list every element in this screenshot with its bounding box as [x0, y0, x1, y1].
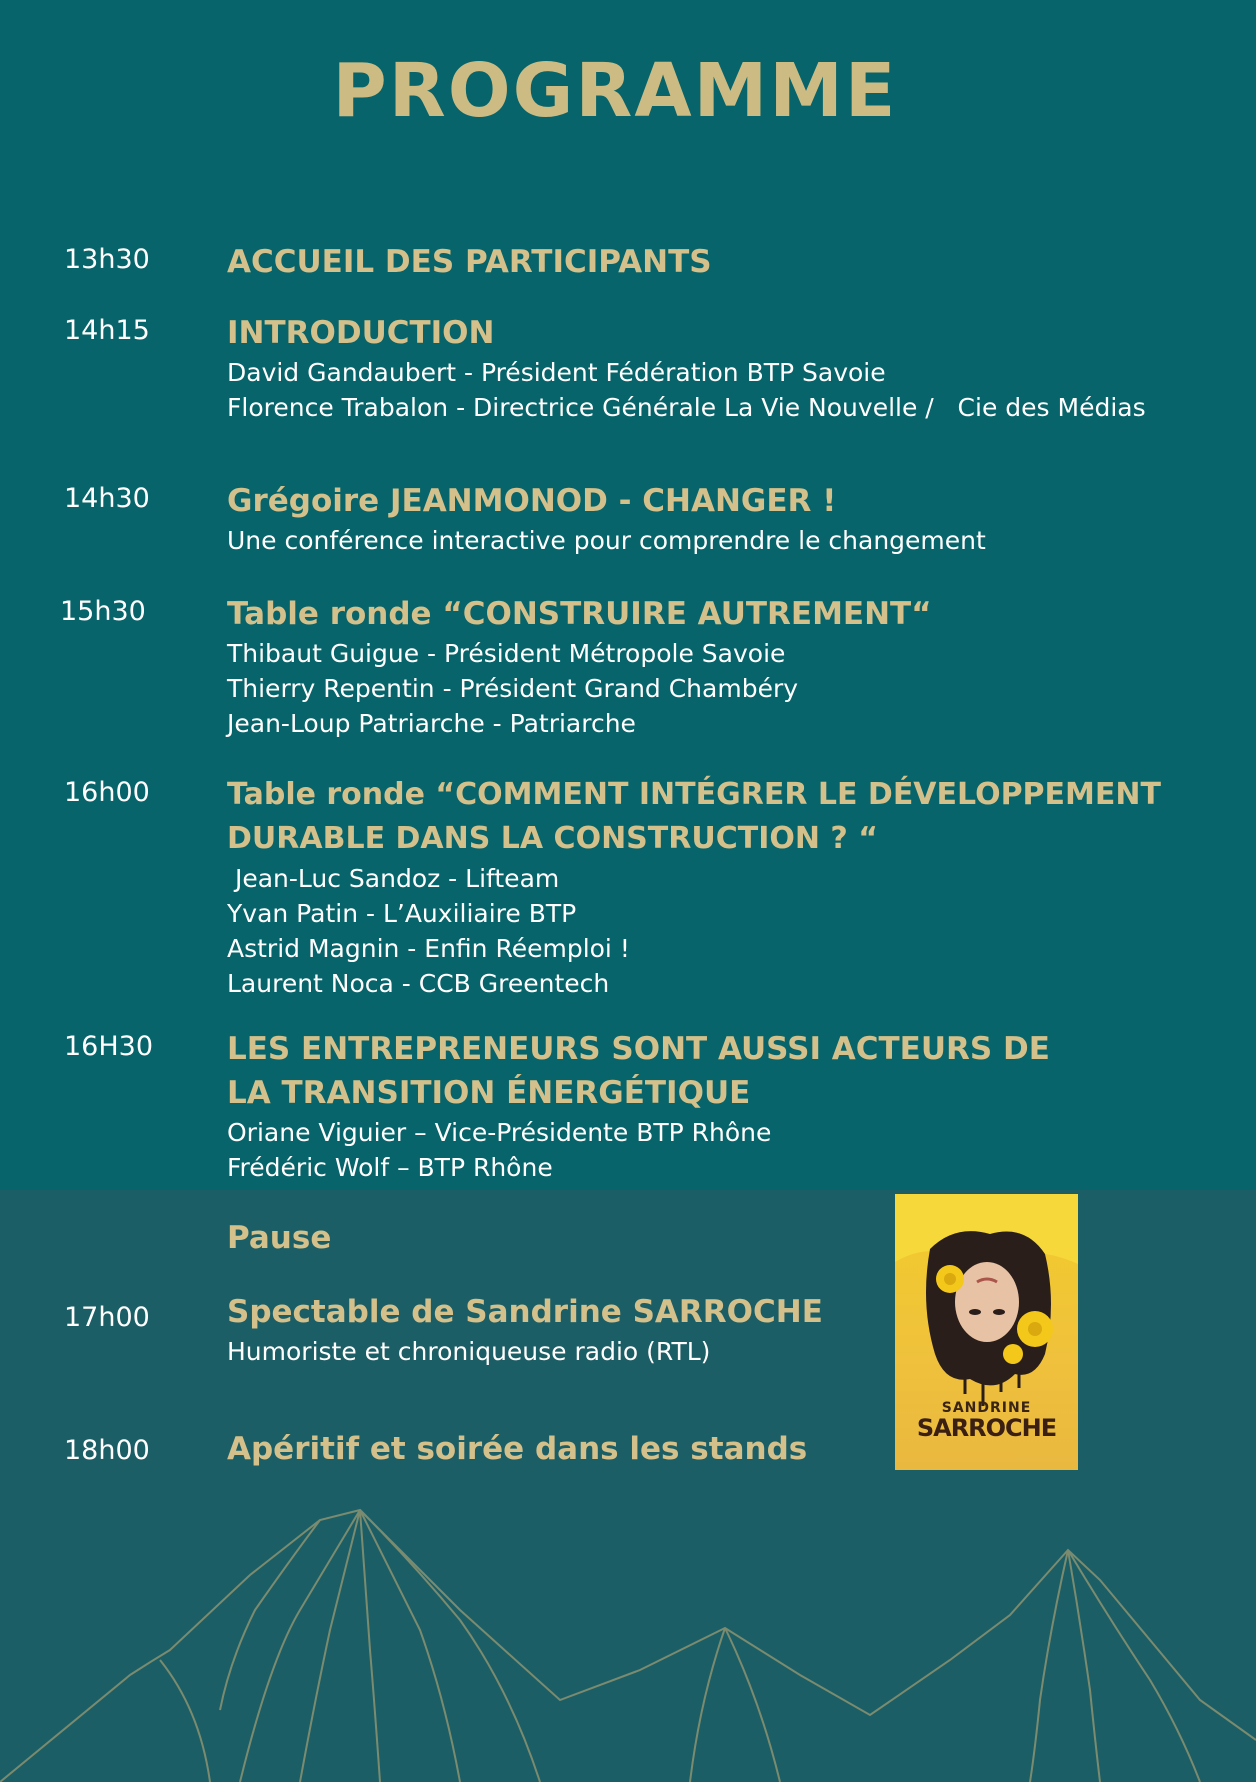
speaker-line: David Gandaubert - Président Fédération BTP Savoie — [227, 358, 886, 387]
mountains-illustration — [0, 1500, 1256, 1782]
entry-heading: ACCUEIL DES PARTICIPANTS — [227, 244, 712, 280]
speaker-line: Florence Trabalon - Directrice Générale La Vie Nouvelle / Cie des Médias — [227, 393, 1146, 422]
entry-content — [227, 1027, 1242, 1185]
entry-heading: Table ronde “COMMENT INTÉGRER LE DÉVELOPPEMENT — [227, 777, 1161, 812]
entry-time: 14h30 — [64, 483, 150, 514]
speaker-line: Humoriste et chroniqueuse radio (RTL) — [227, 1337, 711, 1366]
speaker-line: Thibaut Guigue - Président Métropole Savoie — [227, 639, 786, 668]
entry-content — [227, 240, 1242, 284]
entry-content — [227, 1290, 867, 1369]
entry-time: 14h15 — [64, 315, 150, 346]
entry-time: 13h30 — [64, 244, 150, 275]
entry-content — [227, 592, 1242, 741]
page-title: PROGRAMME — [332, 48, 898, 134]
entry-content — [227, 479, 1242, 558]
poster-last-name: SARROCHE — [916, 1414, 1057, 1442]
entry-content — [227, 1427, 867, 1471]
pause-heading: Pause — [227, 1220, 332, 1256]
entry-heading: INTRODUCTION — [227, 315, 495, 351]
entry-time: 18h00 — [64, 1435, 150, 1466]
show-poster — [895, 1194, 1078, 1470]
speaker-line: Oriane Viguier – Vice-Présidente BTP Rhône — [227, 1118, 772, 1147]
speaker-line: Jean-Luc Sandoz - Lifteam — [227, 864, 560, 893]
speaker-line: Yvan Patin - L’Auxiliaire BTP — [227, 899, 577, 928]
speaker-line: Une conférence interactive pour comprendre le changement — [227, 526, 986, 555]
entry-heading: Table ronde “CONSTRUIRE AUTREMENT“ — [227, 596, 932, 632]
speaker-line: Frédéric Wolf – BTP Rhône — [227, 1153, 553, 1182]
speaker-line: Astrid Magnin - Enfin Réemploi ! — [227, 934, 630, 963]
speaker-line: Laurent Noca - CCB Greentech — [227, 969, 610, 998]
entry-heading: Spectable de Sandrine SARROCHE — [227, 1294, 823, 1330]
entry-time: 16H30 — [64, 1031, 154, 1062]
entry-time: 17h00 — [64, 1302, 150, 1333]
entry-time: 15h30 — [60, 596, 146, 627]
entry-time: 16h00 — [64, 777, 150, 808]
poster-first-name: SANDRINE — [941, 1400, 1032, 1416]
entry-heading: Apéritif et soirée dans les stands — [227, 1431, 808, 1467]
entry-heading: DURABLE DANS LA CONSTRUCTION ? “ — [227, 821, 878, 856]
entry-heading: LA TRANSITION ÉNERGÉTIQUE — [227, 1075, 751, 1111]
speaker-line: Jean-Loup Patriarche - Patriarche — [227, 709, 636, 738]
speaker-line: Thierry Repentin - Président Grand Chambéry — [227, 674, 799, 703]
entry-heading: Grégoire JEANMONOD - CHANGER ! — [227, 483, 837, 519]
entry-content — [227, 773, 1242, 1001]
entry-content — [227, 1216, 1242, 1260]
entry-content — [227, 311, 1242, 425]
entry-heading: LES ENTREPRENEURS SONT AUSSI ACTEURS DE — [227, 1031, 1050, 1067]
